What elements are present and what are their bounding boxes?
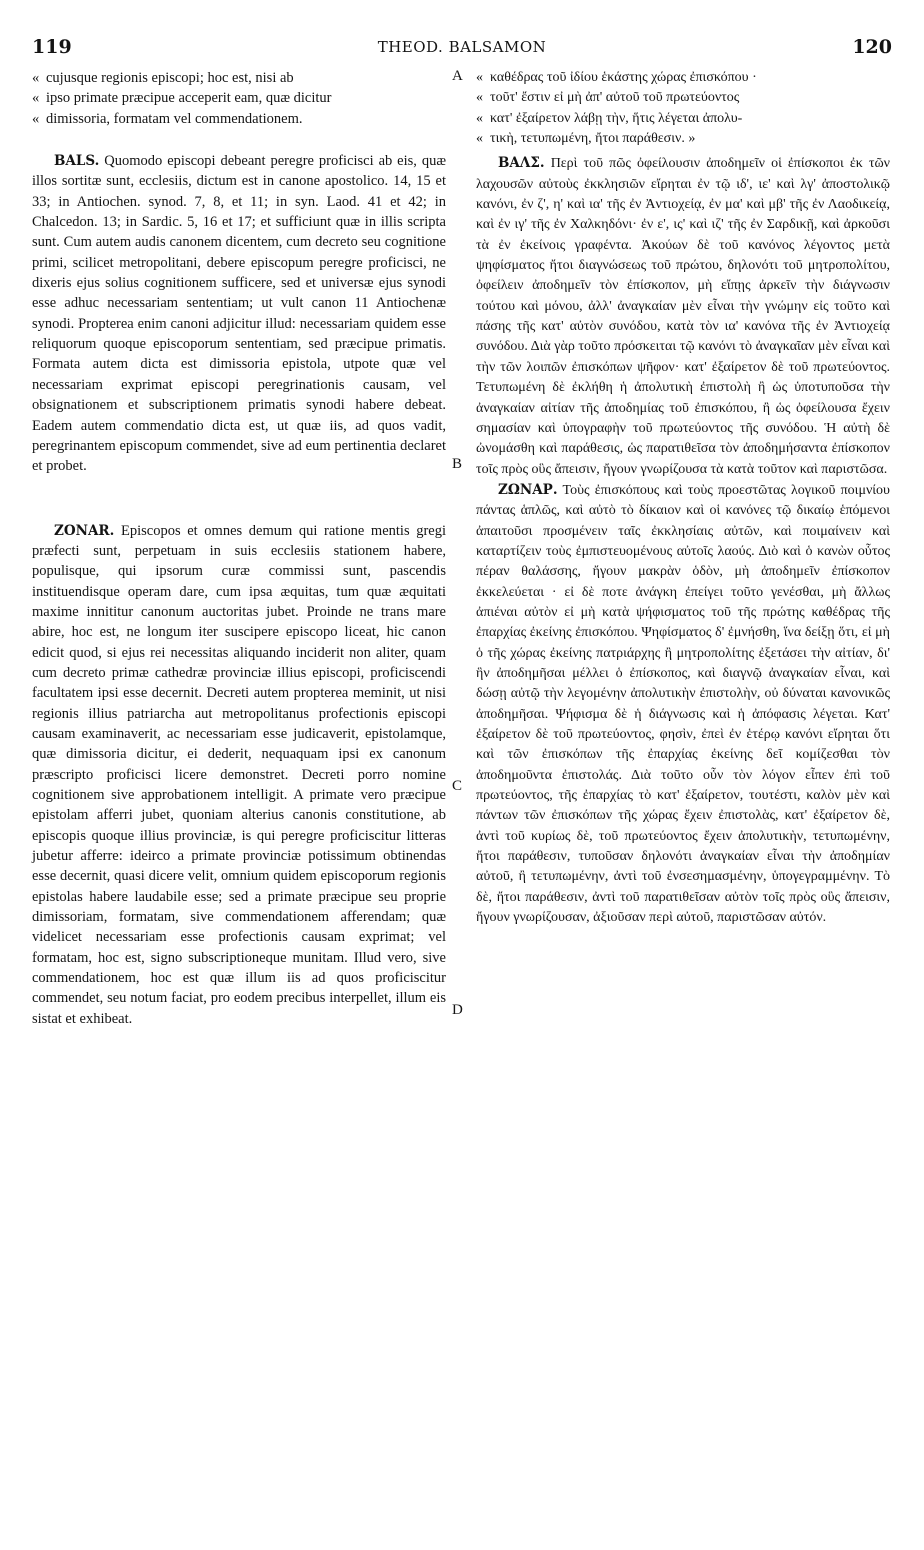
greek-zonar-text: Τοὺς ἐπισκόπους καὶ τοὺς προεστῶτας λογικοῦ ποιμνίου πάντας ἁπλῶς, καὶ αὐτὸ τὸ δίκαιον καὶ οἱ κανόνες τῷ δικαίῳ ἑπόμενοι ἀπαιτοῦσι προσμένειν ταῖς ἐκκλησίαις αὐτῶν, καὶ ποιμαίνειν καὶ καταρτίζειν τοὺς ἐμπιστευομένους αὐτοῖς λαούς. Διὸ καὶ ὁ κανὼν οὗτος πέραν θαλάσσης, ἤγουν μακρὰν ὁδὸν, μὴ ἀποδημεῖν ἐπίσκοπον ἐκκελεύεται · εἰ δὲ ποτε ἀνάγκη ἐπείγει τοῦτο γενέσθαι, μὴ ἄλλως ἀπιέναι αὐτὸν εἰ μὴ κατὰ ψήφισματος τοῦ τῆς πρώτης καθέδρας τῆς ἐπαρχίας ἐκείνης ἐπισκόπου. Ψηφίσματος δ' ἐμνήσθη, ἵνα δείξῃ ὅτι, εἰ μὴ ὁ τῆς χώρας ἐκείνης πατριάρχης ἢ μητροπολίτης ἐξετάσει τὴν αἰτίαν, δι' ἣν ἀποδημῆσαι μέλλει ὁ ἐπίσκοπος, καὶ διαγνῷ ἀναγκαίαν εἶναι, καὶ δώσῃ αὐτῷ τὴν λεγομένην ἀπολυτικὴν ἐπιστολὴν, οὐ δύναται κανονικῶς ἀποδημῆσαι. Ψήφισμα δὲ ἡ διάγνωσις καὶ ἡ ἀπόφασις λέγεται. Κατ' ἐξαίρετον δὲ τοῦ πρωτεύοντος, φησὶν, ἐπεὶ ἐν ἑτέρῳ κανόνι εἴρηται ὅτι καὶ τῶν ἐπισκόπων τῆς ἐπαρχίας ἐκείνης δεῖ κομίζεσθαι τὸν ἀποδημοῦντα ἐπιστολάς. Διὰ τοῦτο οὖν τὸν λόγον εἶπεν ἐπὶ τοῦ πρωτεύοντος, τῆς ἐπαρχίας τὸ κατ' ἐξαίρετον, τουτέστι, καλὸν μὲν καὶ πάντων τῶν ἐπισκόπων τῆς χώρας ἔχειν ἐπιστολὰς, κατ' ἐξαίρετον δὲ, ἀντὶ τοῦ κυρίως δὲ, τοῦ πρωτεύοντος ἔχειν ἀπολυτικὴν, τετυπωμένην, ἤτοι παράθεσιν, τυποῦσαν δηλονότι ἀναγκαίαν εἶναι τὴν ἀποδημίαν αὐτοῦ, ἢ τετυπωμένην, ἀντὶ τοῦ ἐνσεσημασμένην, ὑπογεγραμμένην. Τὸ δὲ, ἤτοι παράθεσιν, ἀντὶ τοῦ παρατιθεῖσαν αὐτὸν τοῖς πρὸς οὓς ἄπεισιν, ἤγουν γνωρίζουσαν, ἀξιοῦσαν περὶ αὐτοῦ, παριστῶσαν αὐτόν. <box>476 482 890 926</box>
latin-zonar-label: ZONAR. <box>54 522 115 539</box>
greek-canon-line: « κατ' ἐξαίρετον λάβῃ τὴν, ἥτις λέγεται ἀπολυ- <box>476 110 743 126</box>
greek-canon-line: « τοῦτ' ἔστιν εἰ μὴ ἀπ' αὐτοῦ τοῦ πρωτεύοντος <box>476 90 740 106</box>
latin-zonar-text: Episcopos et omnes demum qui ratione mentis gregi præfecti sunt, perpetuam in suis ecclesiis stationem habere, populisque, qui ipsorum curæ commissi sunt, pascendis instituendisque operam dare, cum ipsa æquitas, tum quæ æquitati maxime innititur canonum auctoritas jubet. Proinde ne trans mare abire, hoc est, ne longum iter suscipere episcopo liceat, hic canon edicit quod, si ejus rei necessitas aliquando inciderit non aliter, quam cum decreto primæ cathedræ provinciæ illius episcopi, proficiscendi facultatem ipsi esse decernit. Decreti autem propterea meminit, ut nisi regionis illius patriarcha aut metropolitanus profectionis episcopi causam examinaverit, ac necessariam esse judicaverit, epistolamque, quæ dimissoria dicitur, ei dederit, nequaquam ipsi ex canonum præscripto proficisci licere demonstret. Decreti porro nomine cognitionem sive approbationem intelligit. A primate vero præcipue epistolam afferri jubet, quoniam alterius canonis constitutione, ab episcopis quoque illius provinciæ, is qui peregre proficiscitur litteras jubetur afferre: ideirco a primate provinciæ potissimum obtinendas esse decernit, quasi dicere velit, omnium quidem episcoporum regionis epistolas habere laudabile esse; sed a primate præcipue seu proprie dimissoriam, formatam, sive commendationem afferendam; quæ videlicet necessariam esse profectionis causam exprimat; vel formatam, hoc est, signo subscriptioneque munitam. Illud vero, sive commendationem, hoc est quæ illum iis ad quos proficiscitur commendet, seu notum faciat, pro eodem precibus interpellet, illum eis sistat et exhibeat. <box>32 522 446 1027</box>
latin-balsamon-commentary <box>32 151 446 477</box>
greek-bals-label: ΒΑΛΣ. <box>498 155 545 172</box>
greek-column <box>476 68 890 928</box>
page-number-left: 119 <box>32 36 72 58</box>
latin-bals-text: Quomodo episcopi debeant peregre proficisci ab eis, quæ illos sortitæ sunt, ecclesiis, dictum est in canone apostolico. 14, 15 et 33; in Antiochen. synod. 7, 8, et 11; in syn. Laod. 41 et 42; in Chalcedon. 13; in Sardic. 5, 16 et 17; et sufficiunt quæ in illis scripta sunt. Cum autem audis canonem dicentem, cum decreto seu cognitione primi, scilicet metropolitani, debere episcopum peregre proficisci, ne dixeris ejus solius cognitionem sufficere, sed et universæ ejus synodi esse adhuc necessariam sententiam; ut vult canon 11 Antiochenæ synodi. Propterea enim canoni adjicitur illud: necessariam quidem esse reliquorum quoque episcoporum sententiam, sed præcipue primatis. Formata autem dicta est dimissoria epistola, utpote quæ vel necessariam exprimat episcopi peregrinationis causam, vel obsignationem et subscriptionem primatis synodi habere debeat. Eadem autem commendatio dicta est, ut quæ iis, ad quos vadit, peregrinantem episcopum commendet, sive ad eum pertinentia declaret et probet. <box>32 153 447 475</box>
latin-canon-line: « dimissoria, formatam vel commendationem. <box>32 110 303 127</box>
latin-canon-line: « cujusque regionis episcopi; hoc est, nisi ab <box>32 70 294 86</box>
page-header <box>28 36 896 64</box>
margin-letter-d: D <box>452 1002 463 1018</box>
greek-zonar-label: ΖΩΝΑΡ. <box>498 481 558 498</box>
margin-letter-b: B <box>452 456 463 472</box>
margin-letter-c: C <box>452 778 463 794</box>
latin-bals-label: BALS. <box>54 153 100 170</box>
latin-canon-line: « ipso primate præcipue acceperit eam, quæ dicitur <box>32 90 332 107</box>
greek-canon-line: « καθέδρας τοῦ ἰδίου ἑκάστης χώρας ἐπισκόπου · <box>476 70 757 85</box>
running-head: THEOD. BALSAMON <box>377 38 547 56</box>
greek-canon-line: « τικὴ, τετυπωμένη, ἤτοι παράθεσιν. » <box>476 131 696 147</box>
margin-letter-a: A <box>452 68 463 84</box>
latin-column <box>32 68 446 1029</box>
page-number-right: 120 <box>852 36 892 58</box>
latin-zonaras-commentary <box>32 521 446 1030</box>
greek-balsamon-commentary <box>476 153 890 480</box>
greek-bals-text: Περὶ τοῦ πῶς ὀφείλουσιν ἀποδημεῖν οἱ ἐπίσκοποι ἐκ τῶν λαχουσῶν αὐτοὺς ἐκκλησιῶν εἴρηται ἐν τῷ ιδ', ιε' καὶ λγ' ἀποστολικῷ κανόνι, ἐν ζ', η' καὶ ια' τῆς ἐν Ἀντιοχείᾳ, ἐν μα' καὶ μβ' τῆς ἐν Λαοδικείᾳ, καὶ ἐν ιγ' τῆς ἐν Χαλκηδόνι· ἐν ε', ις' καὶ ιζ' τῆς ἐν Σαρδικῇ, καὶ ἀρκοῦσι τὰ ἐν ἐκείνοις γραφέντα. Ἀκούων δὲ τοῦ κανόνος λέγοντος μετὰ ψηφίσματος ἤτοι διαγνώσεως τοῦ πρώτου, δηλονότι τοῦ μητροπολίτου, ὀφείλειν ἀποδημεῖν τὸν ἐπίσκοπον, μὴ εἴπῃς ἀρκεῖν τὴν διάγνωσιν τούτου καὶ μόνου, ἀλλ' ἀναγκαίαν μὲν εἶναι τὴν γνώμην εἰς τοῦτο καὶ πάσης τῆς κατ' αὐτὸν συνόδου, κατὰ τὸν ια' κανόνα τῆς ἐν Ἀντιοχείᾳ συνόδου. Διὰ γὰρ τοῦτο πρόσκειται τῷ κανόνι τὸ ἀναγκαῖαν μὲν εἶναι καὶ τὴν τῶν λοιπῶν ἐπισκόπων ψῆφον· κατ' ἐξαίρετον δὲ τοῦ πρωτεύοντος. Τετυπωμένη δὲ ἐκλήθη ἡ ἀπολυτικὴ ἐπιστολὴ ἢ ὡς ὑποτυποῦσα τὴν ἀναγκαίαν αἰτίαν τῆς ἀποδημίας τοῦ ἐπισκόπου, ἢ ὡς ὀφείλουσα ἔχειν σημασίαν καὶ ὑπογραφὴν τοῦ πρωτεύοντος τῆς συνόδου. Ἡ αὐτὴ δὲ ὠνομάσθη καὶ παράθεσις, ὡς παρατιθεῖσα τὸν ἀποδημήσαντα ἐπίσκοπον τοῖς πρὸς οὓς ἄπεισιν, ἤγουν γνωρίζουσα τὰ κατὰ τοῦτον καὶ παριστῶσα. <box>476 156 891 477</box>
greek-zonaras-commentary <box>476 480 890 929</box>
